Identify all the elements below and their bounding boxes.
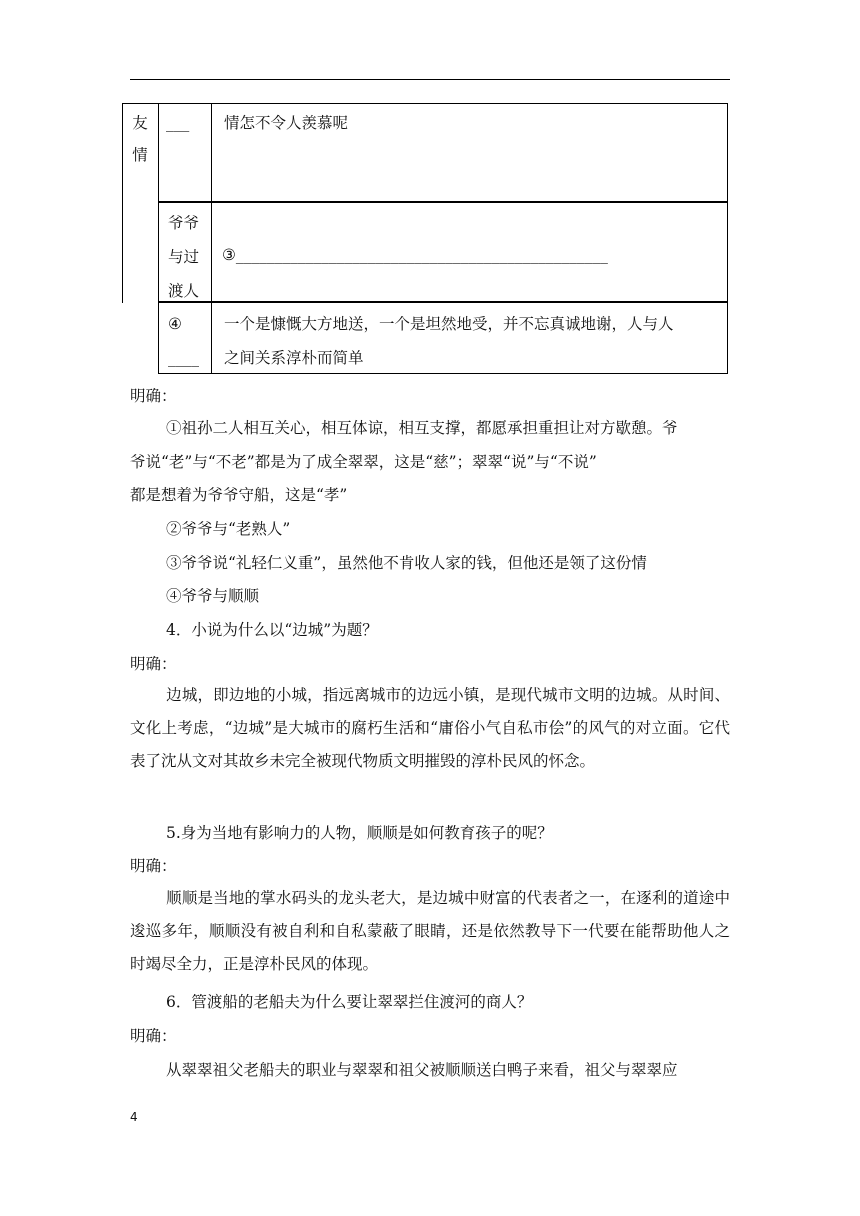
header-rule <box>130 79 730 80</box>
row3-description: 一个是慷慨大方地送，一个是坦然地受，并不忘真诚地谢，人与人 之间关系淳朴而简单 <box>224 315 674 367</box>
answer1-line3: 都是想着为爷爷守船，这是“孝” <box>130 486 348 504</box>
question6: 6．管渡船的老船夫为什么要让翠翠拦住渡河的商人？ <box>166 993 533 1011</box>
answer2: ②爷爷与“老熟人” <box>166 520 291 538</box>
label-clarify-6: 明确： <box>130 1027 177 1045</box>
answer-q5: 顺顺是当地的掌水码头的龙头老大，是边城中财富的代表者之一，在逐利的道途中逡巡多年，顺顺没有被自利和自私蒙蔽了眼睛，还是依然教导下一代要在能帮助他人之时竭尽全力，正是淳朴民风的体现。 <box>130 889 730 973</box>
answer1-line2: 爷说“老”与“不老”都是为了成全翠翠，这是“慈”；翠翠“说”与“不说” <box>130 453 597 471</box>
label-clarify-4: 明确： <box>130 655 177 673</box>
relation-blank-1: ___ <box>166 114 190 132</box>
label-clarify-1: 明确： <box>130 387 177 405</box>
label-clarify-5: 明确： <box>130 857 177 875</box>
answer4: ④爷爷与顺顺 <box>166 587 260 605</box>
question4: 4．小说为什么以“边城”为题？ <box>166 621 378 639</box>
page-number: 4 <box>130 1110 138 1124</box>
answer1-line1: ①祖孙二人相互关心，相互体谅，相互支撑，都愿承担重担让对方歇憩。爷 <box>166 419 678 437</box>
question5: 5.身为当地有影响力的人物，顺顺是如何教育孩子的呢？ <box>166 824 553 842</box>
row1-description: 情怎不令人羡慕呢 <box>224 114 349 132</box>
answer-q6-line1: 从翠翠祖父老船夫的职业与翠翠和祖父被顺顺送白鸭子来看，祖父与翠翠应 <box>166 1061 678 1079</box>
relationship-table <box>122 103 728 374</box>
relation-grandpa-ferryman: 爷爷 与过 渡人 <box>168 214 200 300</box>
relation-blank-4: ④ ____ <box>168 315 199 367</box>
category-friendship: 友 情 <box>132 114 148 164</box>
answer-q4: 边城，即边地的小城，指远离城市的边远小镇，是现代城市文明的边城。从时间、文化上考虑，“边城”是大城市的腐朽生活和“庸俗小气自私市侩”的风气的对立面。它代表了沈从文对其故乡未完全被现代物质文明摧毁的淳朴民风的怀念。 <box>130 686 730 770</box>
answer3: ③爷爷说“礼轻仁义重”，虽然他不肯收人家的钱，但他还是领了这份情 <box>166 554 647 572</box>
row2-description: ③________________________________________________ <box>222 246 608 264</box>
